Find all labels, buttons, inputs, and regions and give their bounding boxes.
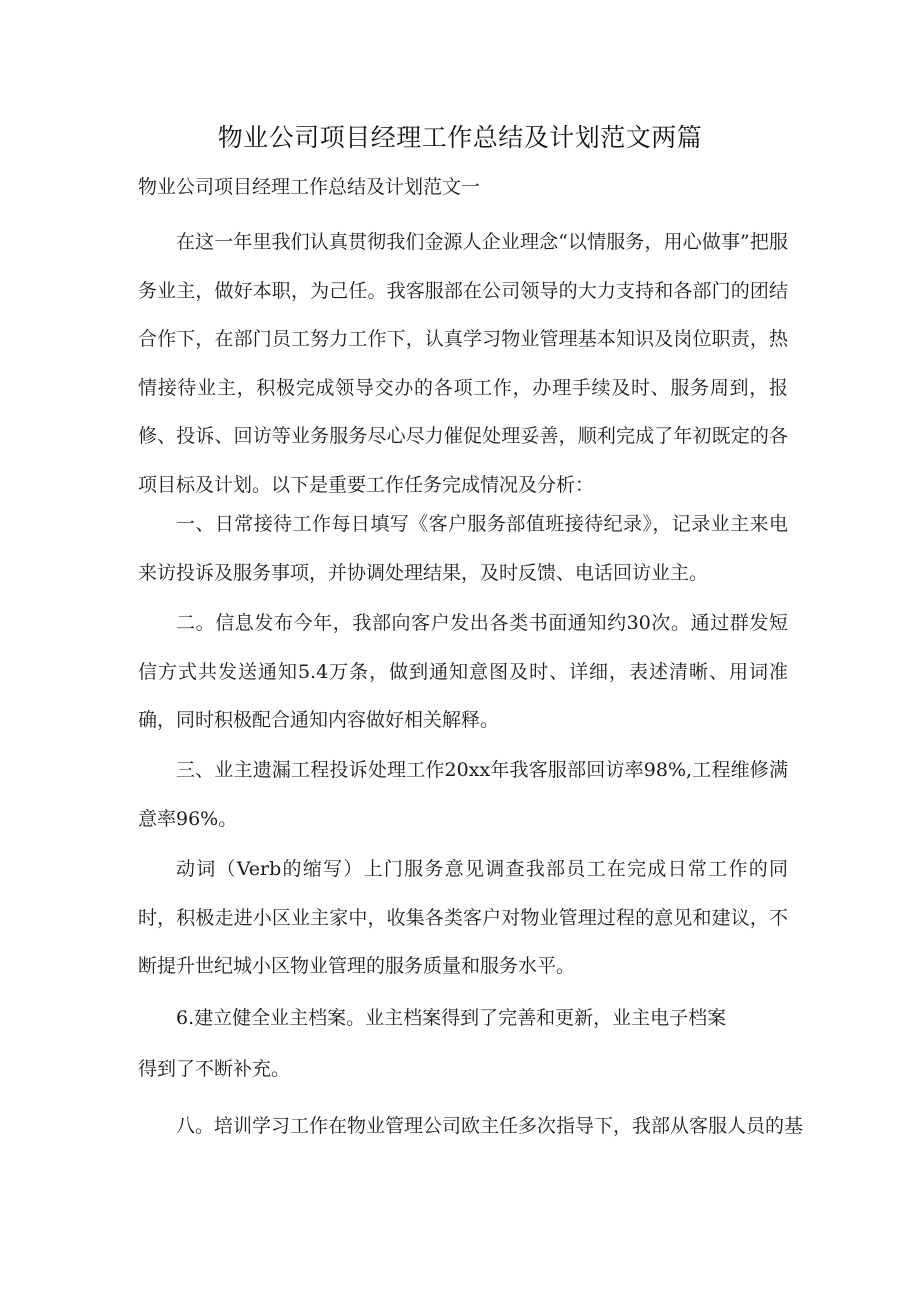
paragraph-archives: 6.建立健全业主档案。业主档案得到了完善和更新，业主电子档案 [176, 1007, 727, 1029]
document-subtitle: 物业公司项目经理工作总结及计划范文一 [138, 176, 481, 198]
paragraph-notices: 二。信息发布今年，我部向客户发出各类书面通知约30次。通过群发短信方式共发送通知5.4万条，做到通知意图及时、详细，表述清晰、用词准确，同时积极配合通知内容做好相关解释。 [138, 612, 788, 731]
paragraph-reception: 一、日常接待工作每日填写《客户服务部值班接待纪录》，记录业主来电来访投诉及服务事项，并协调处理结果，及时反馈、电话回访业主。 [138, 513, 788, 584]
paragraph-training: 八。培训学习工作在物业管理公司欧主任多次指导下，我部从客服人员的基 [176, 1115, 804, 1137]
paragraph-intro: 在这一年里我们认真贯彻我们金源人企业理念“以情服务，用心做事”把服务业主，做好本职，为己任。我客服部在公司领导的大力支持和各部门的团结合作下，在部门员工努力工作下，认真学习物业管理基本知识及岗位职责，热情接待业主，积极完成领导交办的各项工作，办理手续及时、服务周到，报修、投诉、回访等业务服务尽心尽力催促处理妥善，顺利完成了年初既定的各项目标及计划。以下是重要工作任务完成情况及分析： [138, 231, 788, 496]
document-title: 物业公司项目经理工作总结及计划范文两篇 [217, 123, 703, 152]
paragraph-survey: 动词（Verb的缩写）上门服务意见调查我部员工在完成日常工作的同时，积极走进小区业主家中，收集各类客户对物业管理过程的意见和建议，不断提升世纪城小区物业管理的服务质量和服务水平。 [138, 858, 788, 977]
paragraph-complaints: 三、业主遗漏工程投诉处理工作20xx年我客服部回访率98%,工程维修满意率96%。 [138, 759, 788, 830]
paragraph-archives-continued: 得到了不断补充。 [138, 1058, 291, 1080]
